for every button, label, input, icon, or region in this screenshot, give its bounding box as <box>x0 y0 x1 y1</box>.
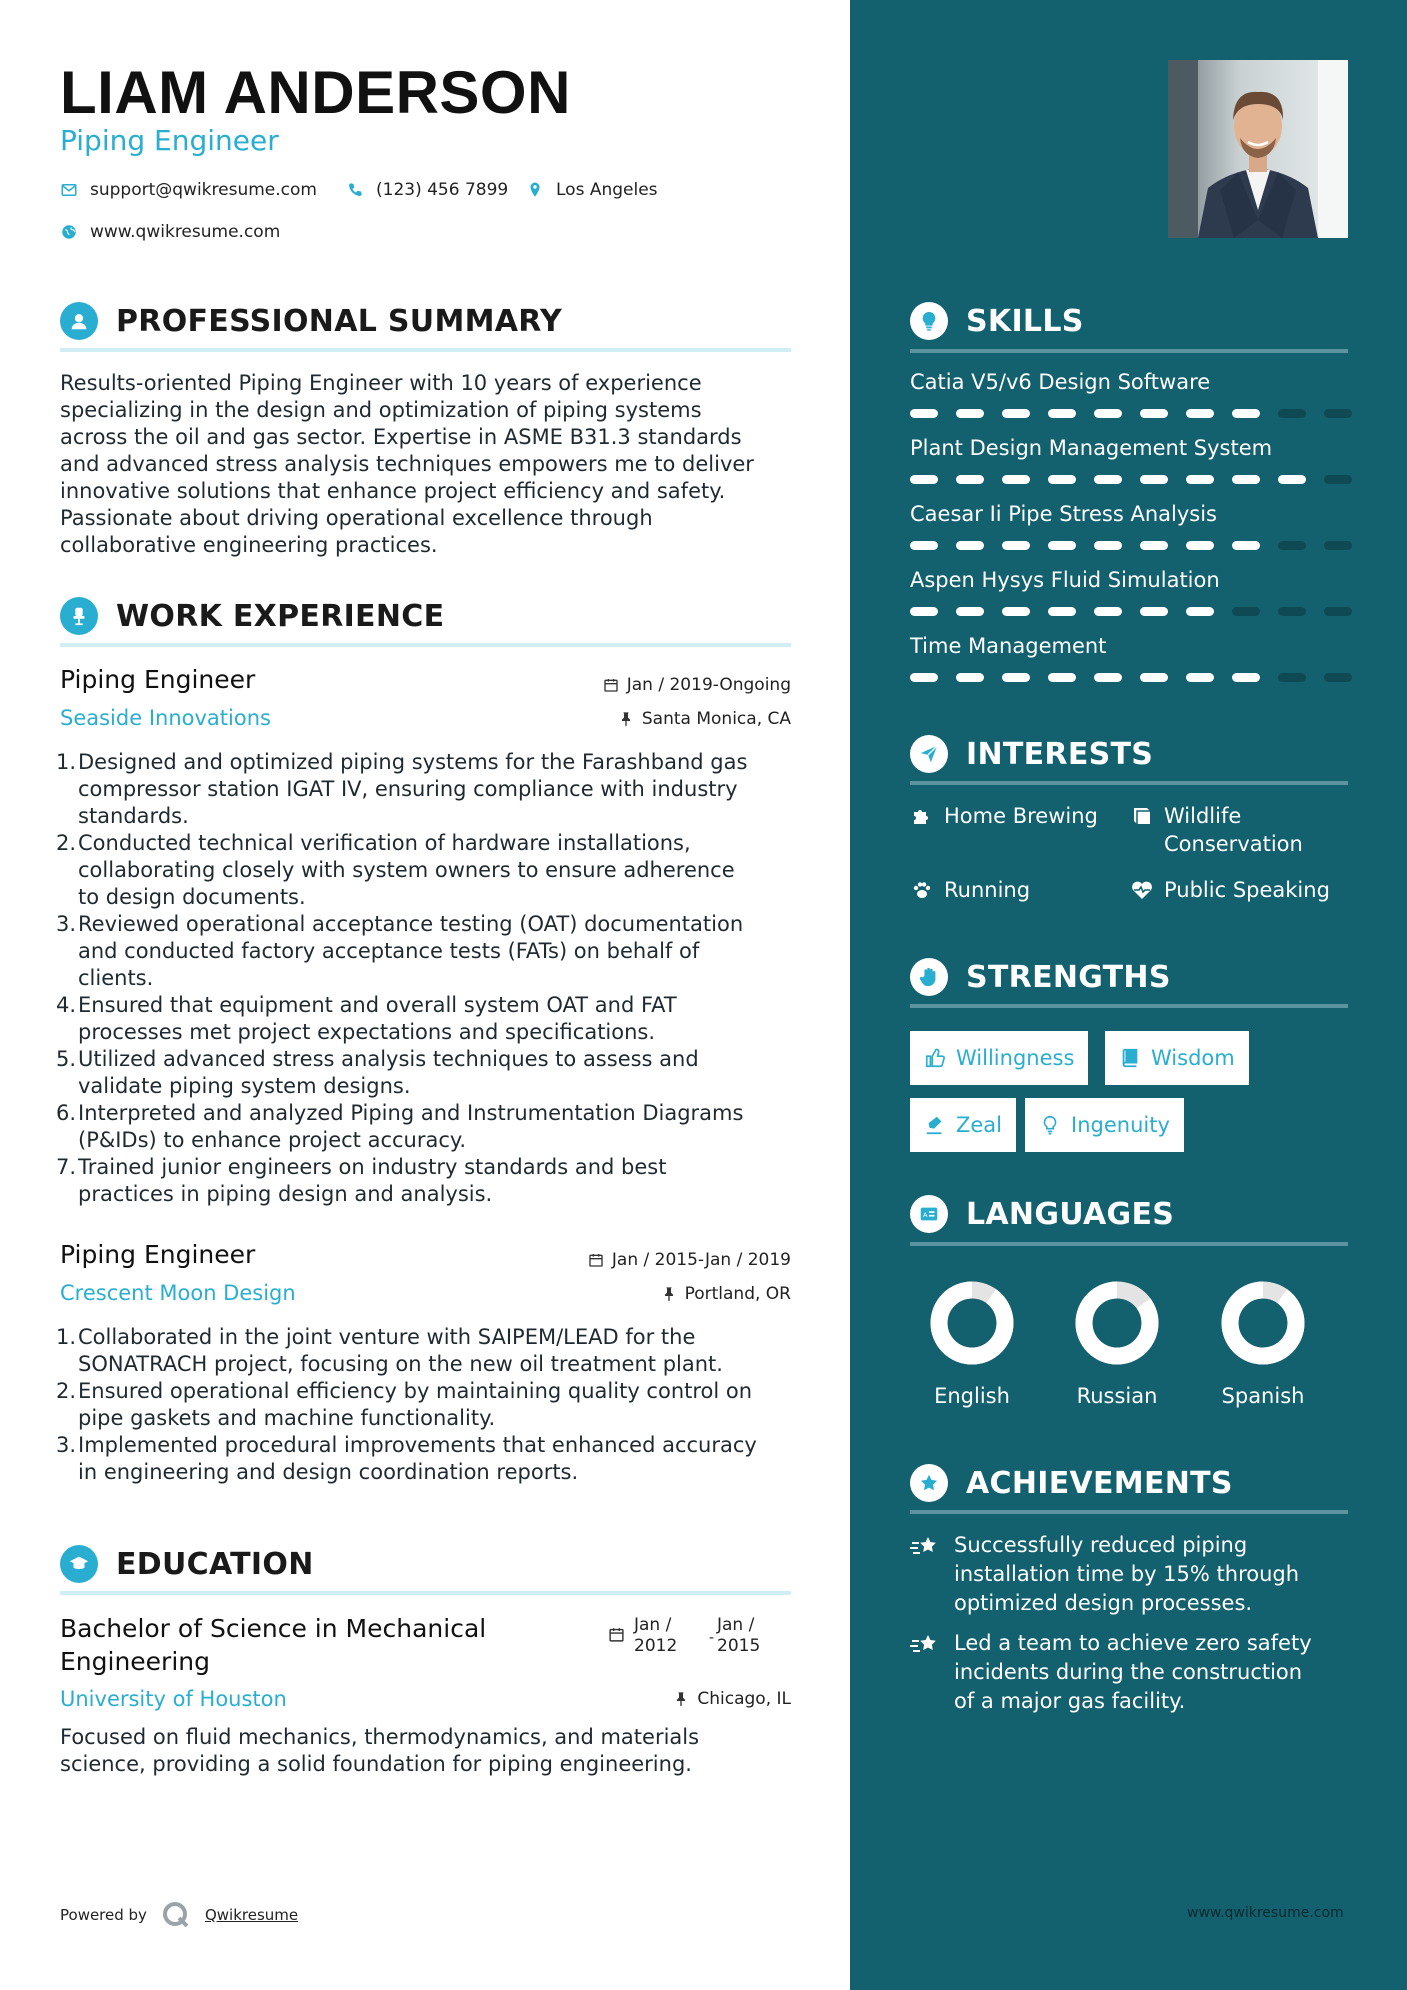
achievement-line: Led a team to achieve zero safety <box>954 1631 1312 1655</box>
candidate-role: Piping Engineer <box>60 124 279 157</box>
job-dates-text: Jan / 2015-Jan / 2019 <box>611 1250 791 1270</box>
bullet-line: and conducted factory acceptance tests (FATs) on behalf of <box>78 939 700 963</box>
skill-level-segment <box>1232 409 1260 418</box>
summary-heading <box>60 302 562 340</box>
contact-location <box>526 180 658 200</box>
skill-level-segment <box>1094 409 1122 418</box>
bullet-line: Ensured operational efficiency by maintaining quality control on <box>78 1379 753 1403</box>
hand-icon <box>910 958 948 996</box>
summary-line: collaborative engineering practices. <box>60 533 438 557</box>
job-dates <box>588 1250 791 1270</box>
language-name: Russian <box>1076 1384 1158 1408</box>
skill-name: Caesar Ii Pipe Stress Analysis <box>910 502 1217 526</box>
achievement-text <box>954 1629 1312 1716</box>
summary-line: across the oil and gas sector. Expertise in ASME B31.3 standards <box>60 425 742 449</box>
bullet-line: Reviewed operational acceptance testing (OAT) documentation <box>78 912 744 936</box>
pushpin-icon <box>618 711 634 727</box>
pushpin-icon <box>661 1286 677 1302</box>
skill-level-bar <box>910 541 1350 550</box>
strength-chip <box>910 1098 1016 1152</box>
skill-level-bar <box>910 409 1350 418</box>
bullet-line: practices in piping design and analysis. <box>78 1182 493 1206</box>
skill-level-segment <box>1048 409 1076 418</box>
interest-item <box>910 876 1030 904</box>
skill-level-segment <box>1186 673 1214 682</box>
book-icon <box>1130 804 1154 828</box>
interest-label: Home Brewing <box>944 804 1098 828</box>
skill-level-segment <box>1140 409 1168 418</box>
skill-level-segment <box>910 607 938 616</box>
skill-level-segment <box>910 673 938 682</box>
skill-level-segment <box>1140 607 1168 616</box>
achievements-rule <box>910 1510 1348 1514</box>
bullet-line: Implemented procedural improvements that enhanced accuracy <box>78 1433 757 1457</box>
skill-level-bar <box>910 673 1350 682</box>
bullet-number: 3. <box>56 1433 77 1457</box>
strength-chip <box>910 1031 1088 1085</box>
bullet-line: standards. <box>78 804 189 828</box>
skill-level-bar <box>910 607 1350 616</box>
skill-level-segment <box>1278 541 1306 550</box>
heartbeat-icon <box>1130 878 1154 902</box>
degree-title-cont: Engineering <box>60 1647 210 1676</box>
bullet-line: Utilized advanced stress analysis techniques to assess and <box>78 1047 699 1071</box>
summary-title: PROFESSIONAL SUMMARY <box>116 303 563 339</box>
shooting-star-icon <box>910 1533 942 1561</box>
strength-label: Wisdom <box>1151 1046 1235 1070</box>
bullet-line: in engineering and design coordination reports. <box>78 1460 579 1484</box>
skill-level-segment <box>956 475 984 484</box>
skill-level-segment <box>1094 475 1122 484</box>
interest-label: Running <box>944 878 1031 902</box>
website-text: www.qwikresume.com <box>90 222 281 242</box>
skill-level-segment <box>1048 673 1076 682</box>
skill-level-segment <box>1140 673 1168 682</box>
contact-email[interactable] <box>60 180 317 200</box>
summary-line: Results-oriented Piping Engineer with 10 years of experience <box>60 371 702 395</box>
interest-label: Public Speaking <box>1164 878 1330 902</box>
bullet-line: Trained junior engineers on industry standards and best <box>78 1155 667 1179</box>
skill-level-segment <box>1002 475 1030 484</box>
skills-title: SKILLS <box>966 303 1084 339</box>
bullet-line: Ensured that equipment and overall system OAT and FAT <box>78 993 677 1017</box>
interests-title: INTERESTS <box>966 736 1154 772</box>
bullet-item <box>56 992 800 1046</box>
bullet-line: Designed and optimized piping systems for the Farashband gas <box>78 750 748 774</box>
skill-level-segment <box>1324 409 1352 418</box>
skill-level-segment <box>1094 607 1122 616</box>
skill-name: Aspen Hysys Fluid Simulation <box>910 568 1220 592</box>
shooting-star-icon <box>910 1631 942 1659</box>
achievement-line: Successfully reduced piping <box>954 1533 1248 1557</box>
experience-heading <box>60 597 444 635</box>
interest-item <box>910 802 1098 830</box>
experience-title: WORK EXPERIENCE <box>116 598 445 634</box>
bullet-line: validate piping system designs. <box>78 1074 411 1098</box>
education-rule <box>60 1591 791 1595</box>
bullet-number: 6. <box>56 1101 77 1125</box>
edu-end-year: 2015 <box>717 1636 761 1656</box>
paw-icon <box>910 878 934 902</box>
skill-level-segment <box>1232 541 1260 550</box>
education-description <box>60 1724 800 1778</box>
contact-website[interactable] <box>60 222 280 242</box>
brand-link[interactable]: Qwikresume <box>204 1906 299 1924</box>
job-dates-text: Jan / 2019-Ongoing <box>626 675 791 695</box>
languages-heading <box>910 1195 1174 1233</box>
bullet-number: 5. <box>56 1047 77 1071</box>
skill-level-segment <box>1278 475 1306 484</box>
interests-rule <box>910 781 1348 785</box>
skill-level-segment <box>1278 409 1306 418</box>
bullet-item <box>56 1154 800 1208</box>
interest-label: Wildlife <box>1164 804 1242 828</box>
edu-end-month: Jan / <box>717 1615 755 1635</box>
summary-rule <box>60 348 791 352</box>
bullet-line: processes met project expectations and specifications. <box>78 1020 656 1044</box>
skills-heading <box>910 302 1084 340</box>
job-title: Piping Engineer <box>60 1240 256 1269</box>
calendar-icon <box>603 677 619 693</box>
education-description-line: science, providing a solid foundation for piping engineering. <box>60 1752 692 1776</box>
bullet-item <box>56 749 800 830</box>
bullet-line: compressor station IGAT IV, ensuring compliance with industry <box>78 777 738 801</box>
skill-level-segment <box>1002 409 1030 418</box>
job-location-text: Santa Monica, CA <box>641 709 791 729</box>
edu-location-text: Chicago, IL <box>697 1689 791 1709</box>
achievements-heading <box>910 1464 1233 1502</box>
job-location-text: Portland, OR <box>684 1284 791 1304</box>
bullet-item <box>56 911 800 992</box>
pen-icon <box>924 1114 946 1136</box>
strengths-heading <box>910 958 1171 996</box>
bullet-line: (P&IDs) to enhance project accuracy. <box>78 1128 467 1152</box>
skill-level-segment <box>1186 607 1214 616</box>
strengths-title: STRENGTHS <box>966 959 1171 995</box>
skill-level-segment <box>956 673 984 682</box>
achievements-title: ACHIEVEMENTS <box>966 1465 1233 1501</box>
skill-level-segment <box>1140 475 1168 484</box>
summary-text <box>60 370 791 559</box>
footer-powered-by <box>60 1900 298 1930</box>
bullet-line: Conducted technical verification of hardware installations, <box>78 831 691 855</box>
email-text: support@qwikresume.com <box>90 180 317 200</box>
envelope-icon <box>60 181 78 199</box>
skill-level-segment <box>1186 409 1214 418</box>
education-title: EDUCATION <box>116 1546 314 1582</box>
skill-level-bar <box>910 475 1350 484</box>
skill-level-segment <box>910 475 938 484</box>
achievement-item <box>910 1531 1299 1618</box>
skill-level-segment <box>1048 541 1076 550</box>
bullet-item <box>56 1432 800 1486</box>
achievement-line: optimized design processes. <box>954 1591 1253 1615</box>
svg-text:A: A <box>923 1211 928 1220</box>
interests-heading <box>910 735 1153 773</box>
bullet-number: 1. <box>56 1325 77 1349</box>
strength-label: Zeal <box>956 1113 1003 1137</box>
skill-level-segment <box>1324 673 1352 682</box>
bullet-line: collaborating closely with system owners to ensure adherence <box>78 858 735 882</box>
lightbulb-icon <box>1039 1114 1061 1136</box>
skill-level-segment <box>1140 541 1168 550</box>
language-donut <box>1221 1281 1305 1365</box>
calendar-icon <box>608 1626 625 1643</box>
skill-level-segment <box>1278 607 1306 616</box>
bullet-line: Collaborated in the joint venture with SAIPEM/LEAD for the <box>78 1325 696 1349</box>
phone-text: (123) 456 7899 <box>376 180 509 200</box>
skill-level-segment <box>1278 673 1306 682</box>
skill-level-segment <box>956 409 984 418</box>
experience-rule <box>60 643 791 647</box>
skill-level-segment <box>1324 541 1352 550</box>
edu-location <box>673 1689 791 1709</box>
calendar-icon <box>588 1252 604 1268</box>
bullet-item <box>56 1100 800 1154</box>
achievement-item <box>910 1629 1312 1716</box>
language-name: Spanish <box>1221 1384 1305 1408</box>
puzzle-icon <box>910 804 934 828</box>
language-name: English <box>934 1384 1010 1408</box>
skill-name: Catia V5/v6 Design Software <box>910 370 1211 394</box>
language-donut <box>1075 1281 1159 1365</box>
skills-rule <box>910 349 1348 353</box>
edu-start-month: Jan / <box>634 1615 672 1635</box>
achievement-text <box>954 1531 1299 1618</box>
bullet-item <box>56 830 800 911</box>
paper-plane-icon <box>910 735 948 773</box>
profile-photo <box>1168 60 1348 238</box>
phone-icon <box>346 181 364 199</box>
achievement-line: installation time by 15% through <box>954 1562 1300 1586</box>
pushpin-icon <box>673 1691 689 1707</box>
lightbulb-icon <box>910 302 948 340</box>
strength-chip <box>1025 1098 1184 1152</box>
skill-level-segment <box>910 409 938 418</box>
bullet-line: clients. <box>78 966 154 990</box>
skill-name: Plant Design Management System <box>910 436 1273 460</box>
bullet-line: Interpreted and analyzed Piping and Instrumentation Diagrams <box>78 1101 744 1125</box>
skill-level-segment <box>1186 541 1214 550</box>
summary-line: specializing in the design and optimization of piping systems <box>60 398 702 422</box>
edu-start-year: 2012 <box>634 1636 678 1656</box>
edu-date-separator: - <box>709 1630 715 1646</box>
location-text: Los Angeles <box>556 180 658 200</box>
job-location <box>661 1284 791 1304</box>
bullet-item <box>56 1046 800 1100</box>
bullet-number: 2. <box>56 831 77 855</box>
skill-level-segment <box>1324 475 1352 484</box>
skill-level-segment <box>910 541 938 550</box>
powered-by-text: Powered by <box>60 1906 147 1924</box>
degree-title: Bachelor of Science in Mechanical <box>60 1614 487 1643</box>
skill-level-segment <box>1232 673 1260 682</box>
bullet-line: SONATRACH project, focusing on the new oil treatment plant. <box>78 1352 723 1376</box>
bullet-number: 3. <box>56 912 77 936</box>
skill-level-segment <box>1002 541 1030 550</box>
bullet-item <box>56 1324 800 1378</box>
skill-level-segment <box>1186 475 1214 484</box>
skill-level-segment <box>1048 475 1076 484</box>
bullet-number: 2. <box>56 1379 77 1403</box>
skill-level-segment <box>1232 475 1260 484</box>
job-dates <box>603 675 791 695</box>
education-description-line: Focused on fluid mechanics, thermodynamics, and materials <box>60 1725 700 1749</box>
candidate-name: LIAM ANDERSON <box>60 59 571 126</box>
bullet-line: pipe gaskets and machine functionality. <box>78 1406 496 1430</box>
strength-chip <box>1105 1031 1249 1085</box>
job-location <box>618 709 791 729</box>
job-title: Piping Engineer <box>60 665 256 694</box>
graduation-cap-icon <box>60 1545 98 1583</box>
company-name: Crescent Moon Design <box>60 1281 296 1305</box>
skill-level-segment <box>1002 673 1030 682</box>
language-donut-level <box>1230 1290 1296 1356</box>
qwikresume-logo-icon <box>161 1900 191 1930</box>
skill-name: Time Management <box>910 634 1107 658</box>
skill-level-segment <box>1002 607 1030 616</box>
skill-level-segment <box>956 607 984 616</box>
skill-level-segment <box>1094 673 1122 682</box>
bullet-item <box>56 1378 800 1432</box>
strengths-rule <box>910 1004 1348 1008</box>
job-bullets <box>56 749 800 1208</box>
location-pin-icon <box>526 181 544 199</box>
contact-phone[interactable] <box>346 180 508 200</box>
language-donut-level <box>939 1290 1005 1356</box>
company-name: Seaside Innovations <box>60 706 271 730</box>
education-heading <box>60 1545 314 1583</box>
footer-site[interactable]: www.qwikresume.com <box>1187 1905 1344 1921</box>
strength-label: Willingness <box>956 1046 1075 1070</box>
bullet-line: to design documents. <box>78 885 306 909</box>
skill-level-segment <box>1232 607 1260 616</box>
job-bullets <box>56 1324 800 1486</box>
book-icon <box>1119 1047 1141 1069</box>
bullet-number: 4. <box>56 993 77 1017</box>
school-name: University of Houston <box>60 1687 287 1711</box>
interest-item <box>1130 876 1330 904</box>
summary-line: Passionate about driving operational excellence through <box>60 506 653 530</box>
strength-label: Ingenuity <box>1071 1113 1170 1137</box>
skill-level-segment <box>1048 607 1076 616</box>
language-donut <box>930 1281 1014 1365</box>
bullet-number: 7. <box>56 1155 77 1179</box>
achievement-line: of a major gas facility. <box>954 1689 1186 1713</box>
languages-rule <box>910 1242 1348 1246</box>
thumbs-up-icon <box>924 1047 946 1069</box>
languages-title: LANGUAGES <box>966 1196 1175 1232</box>
chair-icon <box>60 597 98 635</box>
skill-level-segment <box>956 541 984 550</box>
bullet-number: 1. <box>56 750 77 774</box>
summary-line: innovative solutions that enhance project efficiency and safety. <box>60 479 726 503</box>
globe-icon <box>60 223 78 241</box>
id-card-icon <box>910 1195 948 1233</box>
user-icon <box>60 302 98 340</box>
interest-label-cont: Conservation <box>1164 832 1303 856</box>
summary-line: and advanced stress analysis techniques empowers me to deliver <box>60 452 754 476</box>
achievement-line: incidents during the construction <box>954 1660 1303 1684</box>
skill-level-segment <box>1094 541 1122 550</box>
interest-item <box>1130 802 1303 858</box>
star-icon <box>910 1464 948 1502</box>
skill-level-segment <box>1324 607 1352 616</box>
